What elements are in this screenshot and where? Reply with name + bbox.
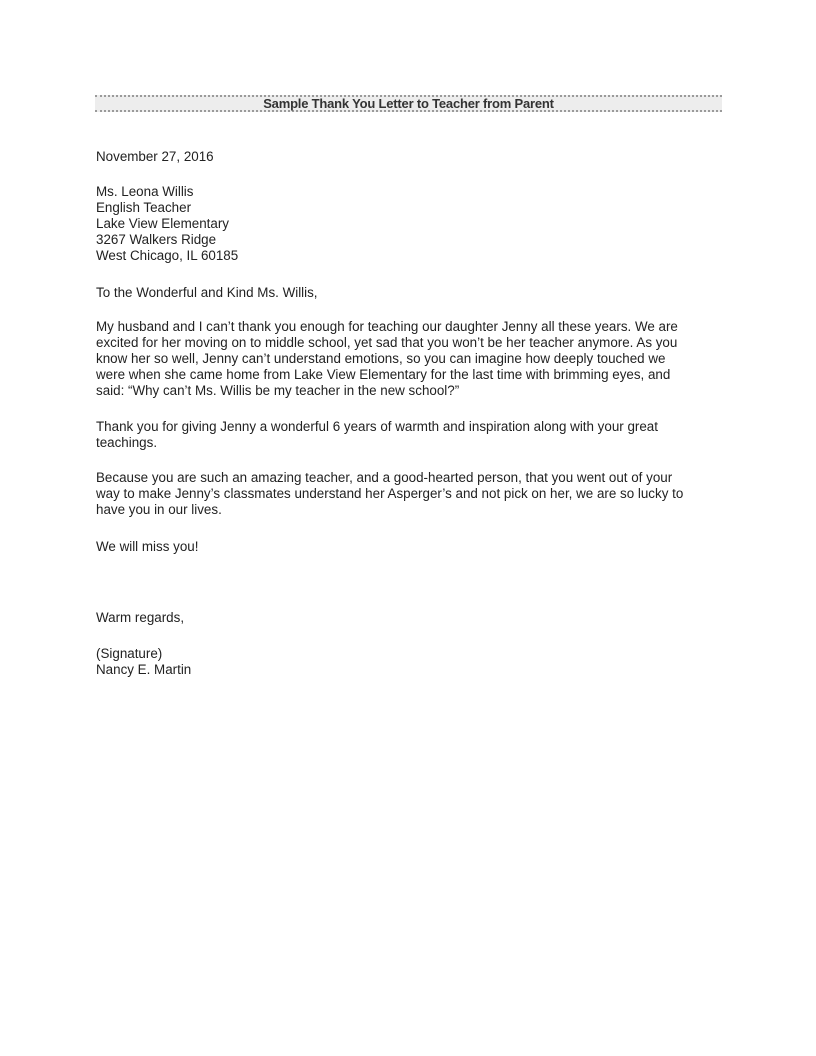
recipient-school: Lake View Elementary xyxy=(96,216,229,231)
paragraph-2 xyxy=(96,419,726,451)
valediction: Warm regards, xyxy=(96,610,185,625)
signature-placeholder: (Signature) xyxy=(96,646,163,661)
letter-date: November 27, 2016 xyxy=(96,149,214,164)
paragraph-1 xyxy=(96,319,726,399)
document-title: Sample Thank You Letter to Teacher from Parent xyxy=(95,95,722,112)
paragraph-line: excited for her moving on to middle school, yet sad that you won’t be her teacher anymore. As you xyxy=(96,335,678,350)
recipient-position: English Teacher xyxy=(96,200,192,215)
paragraph-line: Because you are such an amazing teacher, and a good-hearted person, that you went out of your xyxy=(96,470,673,485)
paragraph-line: My husband and I can’t thank you enough for teaching our daughter Jenny all these years. We are xyxy=(96,319,678,334)
sender-name: Nancy E. Martin xyxy=(96,662,192,677)
paragraph-line: Thank you for giving Jenny a wonderful 6 years of warmth and inspiration along with your great xyxy=(96,419,658,434)
signature-block xyxy=(96,646,726,678)
recipient-street: 3267 Walkers Ridge xyxy=(96,232,217,247)
paragraph-line: teachings. xyxy=(96,435,158,450)
paragraph-line: way to make Jenny’s classmates understand her Asperger’s and not pick on her, we are so lucky to xyxy=(96,486,684,501)
paragraph-line: said: “Why can’t Ms. Willis be my teacher in the new school?” xyxy=(96,383,460,398)
recipient-city: West Chicago, IL 60185 xyxy=(96,248,239,263)
closing-line: We will miss you! xyxy=(96,539,199,554)
recipient-address-block xyxy=(96,184,726,264)
paragraph-3 xyxy=(96,470,726,518)
paragraph-line: have you in our lives. xyxy=(96,502,222,517)
salutation: To the Wonderful and Kind Ms. Willis, xyxy=(96,285,318,300)
paragraph-line: were when she came home from Lake View Elementary for the last time with brimming eyes, and xyxy=(96,367,671,382)
paragraph-line: know her so well, Jenny can’t understand emotions, so you can imagine how deeply touched we xyxy=(96,351,666,366)
recipient-name: Ms. Leona Willis xyxy=(96,184,194,199)
